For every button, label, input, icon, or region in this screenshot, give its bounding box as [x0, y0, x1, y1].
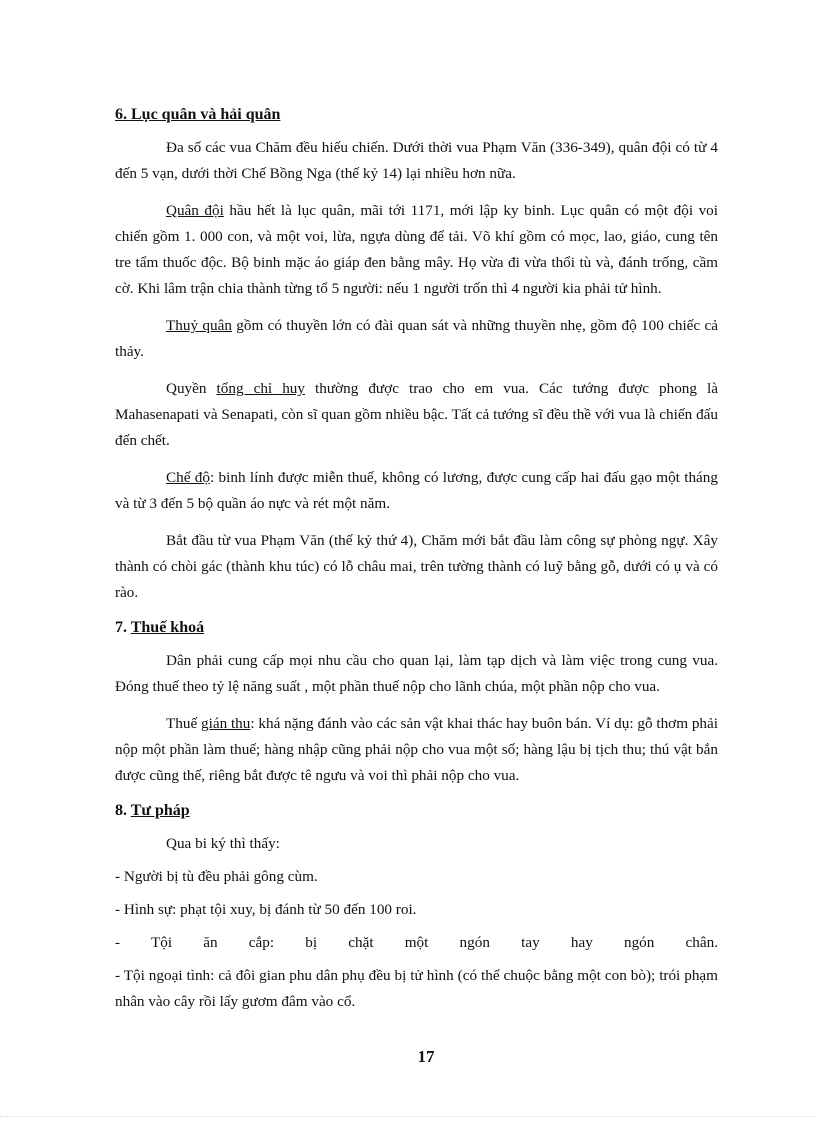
term-tong-chi-huy: tổng chỉ huy — [216, 380, 305, 397]
section-6-heading-text: 6. Lục quân và hải quân — [115, 106, 281, 123]
section-6-paragraph-3-text: gồm có thuyền lớn có đài quan sát và những thuyền nhẹ, gồm độ 100 chiếc cả thảy. — [115, 317, 718, 360]
term-thuy-quan: Thuỷ quân — [166, 317, 232, 334]
section-6-paragraph-2 — [115, 198, 718, 302]
section-6-paragraph-3 — [115, 313, 718, 365]
list-item: - Hình sự: phạt tội xuy, bị đánh từ 50 đến 100 roi. — [115, 901, 417, 918]
term-che-do: Chế độ — [166, 469, 210, 486]
section-6-paragraph-4 — [115, 376, 718, 454]
section-7-paragraph-2-text: : khá nặng đánh vào các sản vật khai thác hay buôn bán. Ví dụ: gỗ thơm phải nộp một phần làm thuế; hàng nhập cũng phải nộp cho vua một số; hàng lậu bị tịch thu; thú vật bắn được cũng thế, riêng bắt được tê ngưu và voi thì phải nộp cho vua. — [115, 715, 718, 784]
section-8-heading — [115, 800, 718, 822]
term-quan-doi: Quân đội — [166, 202, 224, 219]
section-8-intro: Qua bi ký thì thấy: — [166, 835, 280, 852]
list-item: - Tội ngoại tình: cả đôi gian phu dân phụ đều bị tử hình (có thể chuộc bằng một con bò); trói phạm nhân vào cây rồi lấy gươm đâm vào cổ. — [115, 967, 718, 1010]
section-7-paragraph-2 — [115, 711, 718, 789]
section-6-paragraph-4-text: thường được trao cho em vua. Các tướng được phong là Mahasenapati và Senapati, còn sĩ quan gồm nhiều bậc. Tất cả tướng sĩ đều thề với vua là chiến đấu đến chết. — [115, 380, 718, 449]
section-7-paragraph-1: Dân phải cung cấp mọi nhu cầu cho quan lại, làm tạp dịch và làm việc trong cung vua. Đóng thuế theo tỷ lệ năng suất , một phần thuế nộp cho lãnh chúa, một phần nộp cho vua. — [115, 652, 718, 695]
list-item: - Tội ăn cắp: bị chặt một ngón tay hay ngón chân. — [115, 934, 718, 951]
section-6-paragraph-5-text: : binh lính được miễn thuế, không có lương, được cung cấp hai đấu gạo một tháng và từ 3 đến 5 bộ quần áo nực và rét một năm. — [115, 469, 718, 512]
section-7-paragraph-2-pre: Thuế — [166, 715, 202, 732]
section-6-heading — [115, 104, 718, 126]
section-8-heading-text: Tư pháp — [130, 802, 190, 819]
page-bottom-divider — [0, 1116, 816, 1117]
section-6-paragraph-6: Bắt đầu từ vua Phạm Văn (thế kỷ thứ 4), Chăm mới bắt đầu làm công sự phòng ngự. Xây thành có chòi gác (thành khu túc) có lỗ châu mai, trên tường thành có luỹ bằng gỗ, dưới có ụ và có rào. — [115, 532, 718, 601]
list-item: - Người bị tù đều phải gông cùm. — [115, 868, 318, 885]
page-number: 17 — [417, 1047, 435, 1066]
section-6-paragraph-1: Đa số các vua Chăm đều hiếu chiến. Dưới thời vua Phạm Văn (336-349), quân đội có từ 4 đến 5 vạn, dưới thời Chế Bồng Nga (thế kỷ 14) lại nhiều hơn nữa. — [115, 139, 718, 182]
section-8-heading-number: 8. — [115, 802, 131, 819]
term-gian-thu: gián thu — [201, 715, 251, 732]
section-6-paragraph-2-text: hầu hết là lục quân, mãi tới 1171, mới lập ky binh. Lục quân có một đội voi chiến gồm 1. 000 con, và một voi, lừa, ngựa dùng để tải. Võ khí gồm có mọc, lao, giáo, cung tên tre tẩm thuốc độc. Bộ binh mặc áo giáp đen bằng mây. Họ vừa đi vừa thổi tù và, đánh trống, cầm cờ. Khi lâm trận chia thành từng tổ 5 người: nếu 1 người trốn thì 4 người kia phải tử hình. — [115, 202, 718, 297]
section-7-heading — [115, 617, 718, 639]
section-7-heading-number: 7. — [115, 619, 131, 636]
section-7-heading-text: Thuế khoá — [130, 619, 205, 636]
section-6-paragraph-4-pre: Quyền — [166, 380, 217, 397]
document-body — [115, 104, 718, 1019]
section-6-paragraph-5 — [115, 465, 718, 517]
